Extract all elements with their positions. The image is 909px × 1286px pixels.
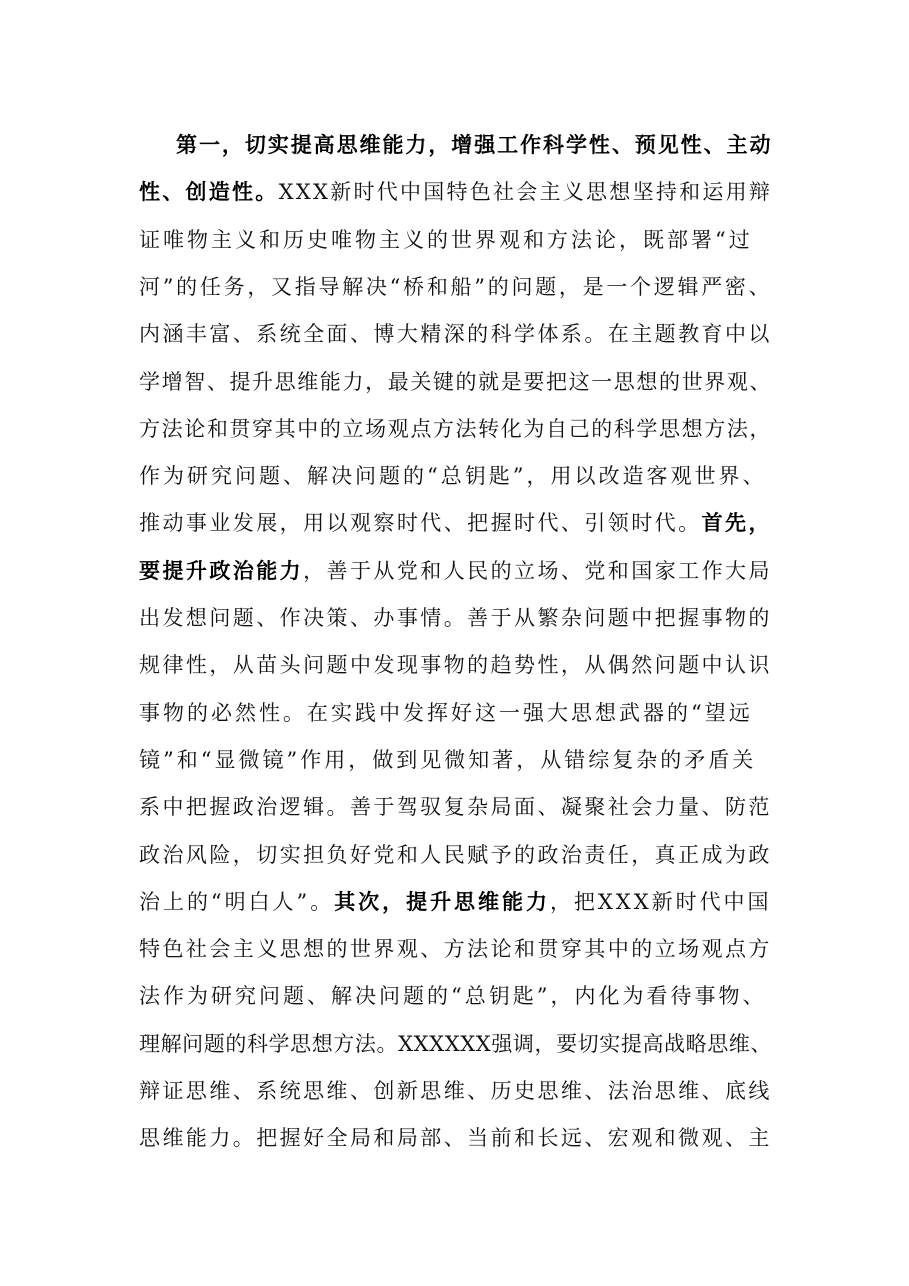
body-text: 理解问题的科学思想方法。XXXXXX强调，要切实提高战略思维、 [139, 1031, 772, 1056]
text-line [139, 511, 772, 535]
bold-heading-text: 要提升政治能力 [139, 558, 304, 583]
body-text: 内涵丰富、系统全面、博大精深的科学体系。在主题教育中以 [139, 322, 772, 347]
text-line [139, 322, 772, 346]
text-line [139, 843, 772, 867]
body-text: 推动事业发展，用以观察时代、把握时代、引领时代。 [139, 511, 702, 536]
body-text: 学增智、提升思维能力，最关键的就是要把这一思想的世界观、 [139, 369, 773, 394]
bold-heading-text: 首先， [701, 511, 772, 536]
text-line [139, 464, 766, 488]
body-text: 方法论和贯穿其中的立场观点方法转化为自己的科学思想方法， [139, 416, 773, 441]
text-line [139, 606, 772, 630]
text-line [139, 275, 772, 299]
body-text: 系中把握政治逻辑。善于驾驭复杂局面、凝聚社会力量、防范 [139, 795, 772, 820]
body-text: 法作为研究问题、解决问题的“总钥匙”，内化为看待事物、 [139, 984, 767, 1009]
text-line [139, 890, 772, 914]
body-text: 规律性，从苗头问题中发现事物的趋势性，从偶然问题中认识 [139, 653, 772, 678]
body-text: 事物的必然性。在实践中发挥好这一强大思想武器的“望远 [139, 700, 753, 725]
body-text: 治上的“明白人”。 [139, 889, 335, 914]
body-text: ，善于从党和人民的立场、党和国家工作大局 [303, 558, 772, 583]
text-line [139, 180, 772, 204]
body-text: XXX新时代中国特色社会主义思想坚持和运用辩 [278, 180, 773, 205]
body-text: 河”的任务，又指导解决“桥和船”的问题，是一个逻辑严密、 [139, 274, 773, 299]
text-line [139, 984, 766, 1008]
body-text: 证唯物主义和历史唯物主义的世界观和方法论，既部署“过 [139, 227, 753, 252]
text-line [139, 795, 772, 819]
bold-heading-text: 性、创造性。 [139, 180, 279, 205]
body-text: ，把XXX新时代中国 [549, 889, 772, 914]
body-text: 辩证思维、系统思维、创新思维、历史思维、法治思维、底线 [139, 1079, 772, 1103]
text-line [139, 937, 772, 961]
text-line [139, 1079, 772, 1103]
body-text: 特色社会主义思想的世界观、方法论和贯穿其中的立场观点方 [139, 937, 772, 962]
text-line [139, 417, 772, 441]
text-line [139, 1032, 772, 1056]
body-text: 思维能力。把握好全局和局部、当前和长远、宏观和微观、主 [139, 1126, 772, 1151]
text-line [139, 701, 753, 725]
text-line [176, 133, 772, 157]
text-line [139, 228, 753, 252]
text-line [139, 653, 772, 677]
body-text: 镜”和“显微镜”作用，做到见微知著，从错综复杂的矛盾关 [139, 747, 757, 772]
bold-heading-text: 第一，切实提高思维能力，增强工作科学性、预见性、主动 [176, 133, 773, 157]
text-line [139, 1126, 772, 1150]
text-line [139, 748, 756, 772]
body-text: 出发想问题、作决策、办事情。善于从繁杂问题中把握事物的 [139, 606, 772, 630]
body-text: 作为研究问题、解决问题的“总钥匙”，用以改造客观世界、 [139, 464, 767, 489]
text-line [139, 370, 772, 394]
bold-heading-text: 其次，提升思维能力 [334, 889, 550, 914]
body-text: 政治风险，切实担负好党和人民赋予的政治责任，真正成为政 [139, 842, 772, 867]
text-line [139, 559, 772, 583]
